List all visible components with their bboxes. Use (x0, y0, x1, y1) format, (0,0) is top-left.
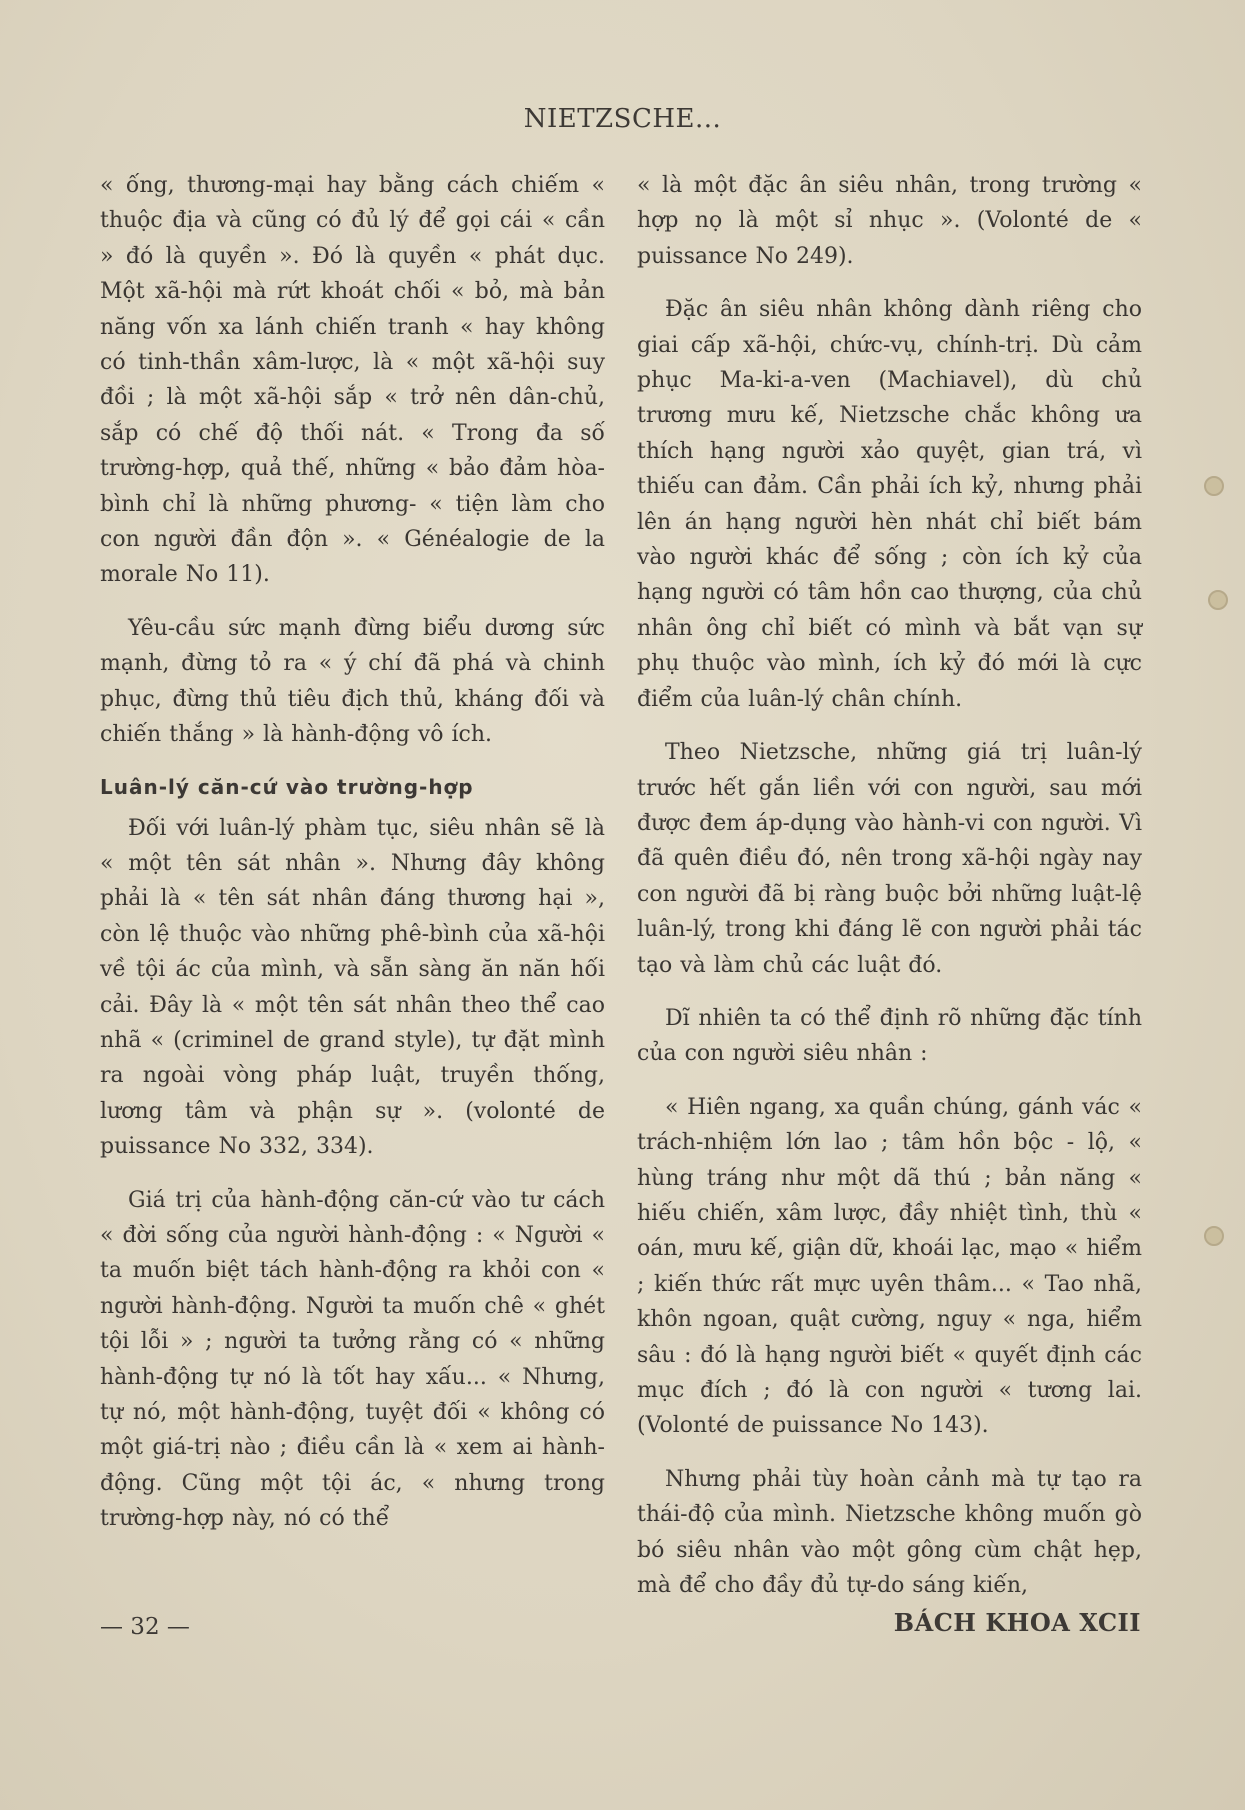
running-header: NIETZSCHE... (523, 104, 722, 134)
right-paragraph-5: « Hiên ngang, xa quần chúng, gánh vác « trách-nhiệm lớn lao ; tâm hồn bộc - lộ, « hùng tráng như một dã thú ; bản năng « hiếu chiến, xâm lược, đầy nhiệt tình, thù « oán, mưu kế, giận dữ, khoái lạc, mạo « hiểm ; kiến thức rất mực uyên thâm... « Tao nhã, khôn ngoan, quật cường, nguy « nga, hiểm sâu : đó là hạng người biết « quyết định các mục đích ; đó là con người « tương lai. (Volonté de puissance No 143). (637, 1094, 1142, 1439)
binding-hole-mark (1208, 590, 1228, 610)
right-paragraph-2: Đặc ân siêu nhân không dành riêng cho giai cấp xã-hội, chức-vụ, chính-trị. Dù cảm phục Ma-ki-a-ven (Machiavel), dù chủ trương mưu kế, Nietzsche chắc không ưa thích hạng người xảo quyệt, gian trá, vì thiếu can đảm. Cần phải ích kỷ, nhưng phải lên án hạng người hèn nhát chỉ biết bám vào người khác để sống ; còn ích kỷ của hạng người có tâm hồn cao thượng, của chủ nhân ông chỉ biết có mình và bắt vạn sự phụ thuộc vào mình, ích kỷ đó mới là cực điểm của luân-lý chân chính. (637, 297, 1142, 712)
left-paragraph-4: Giá trị của hành-động căn-cứ vào tư cách « đời sống của người hành-động : « Người « ta muốn biệt tách hành-động ra khỏi con « người hành-động. Người ta muốn chê « ghét tội lỗi » ; người ta tưởng rằng có « những hành-động tự nó là tốt hay xấu... « Nhưng, tự nó, một hành-động, tuyệt đối « không có một giá-trị nào ; điều cần là « xem ai hành-động. Cũng một tội ác, « nhưng trong trường-hợp này, nó có thể (100, 1187, 605, 1532)
left-paragraph-3: Đối với luân-lý phàm tục, siêu nhân sẽ là « một tên sát nhân ». Nhưng đây không phải là « tên sát nhân đáng thương hại », còn lệ thuộc vào những phê-bình của xã-hội về tội ác của mình, và sẵn sàng ăn năn hối cải. Đây là « một tên sát nhân theo thể cao nhã « (criminel de grand style), tự đặt mình ra ngoài vòng pháp luật, truyền thống, lương tâm và phận sự ». (volonté de puissance No 332, 334). (100, 815, 605, 1160)
right-column (637, 168, 1142, 1621)
left-paragraph-2: Yêu-cầu sức mạnh đừng biểu dương sức mạnh, đừng tỏ ra « ý chí đã phá và chinh phục, đừng thủ tiêu địch thủ, kháng đối và chiến thắng » là hành-động vô ích. (100, 615, 605, 748)
right-paragraph-6: Nhưng phải tùy hoàn cảnh mà tự tạo ra thái-độ của mình. Nietzsche không muốn gò bó siêu nhân vào một gông cùm chật hẹp, mà để cho đầy đủ tự-do sáng kiến, (637, 1466, 1142, 1599)
page-number: — 32 — (100, 1614, 190, 1640)
right-paragraph-4: Dĩ nhiên ta có thể định rõ những đặc tính của con người siêu nhân : (637, 1005, 1142, 1067)
right-paragraph-3: Theo Nietzsche, những giá trị luân-lý trước hết gắn liền với con người, sau mới được đem áp-dụng vào hành-vi con người. Vì đã quên điều đó, nên trong xã-hội ngày nay con người đã bị ràng buộc bởi những luật-lệ luân-lý, trong khi đáng lẽ con người phải tác tạo và làm chủ các luật đó. (637, 740, 1142, 978)
left-paragraph-1: « ống, thương-mại hay bằng cách chiếm « thuộc địa và cũng có đủ lý để gọi cái « cần » đó là quyền ». Đó là quyền « phát dục. Một xã-hội mà rứt khoát chối « bỏ, mà bản năng vốn xa lánh chiến tranh « hay không có tinh-thần xâm-lược, là « một xã-hội suy đồi ; là một xã-hội sắp « trở nên dân-chủ, sắp có chế độ thối nát. « Trong đa số trường-hợp, quả thế, những « bảo đảm hòa-bình chỉ là những phương- « tiện làm cho con người đần độn ». « Généalogie de la morale No 11). (100, 173, 605, 588)
section-heading: Luân-lý căn-cứ vào trường-hợp (100, 774, 474, 799)
binding-hole-mark (1204, 476, 1224, 496)
publication-title: BÁCH KHOA XCII (893, 1608, 1141, 1637)
left-column (100, 168, 605, 1555)
right-paragraph-1: « là một đặc ân siêu nhân, trong trường « hợp nọ là một sỉ nhục ». (Volonté de « puissance No 249). (637, 173, 1142, 269)
binding-hole-mark (1204, 1226, 1224, 1246)
